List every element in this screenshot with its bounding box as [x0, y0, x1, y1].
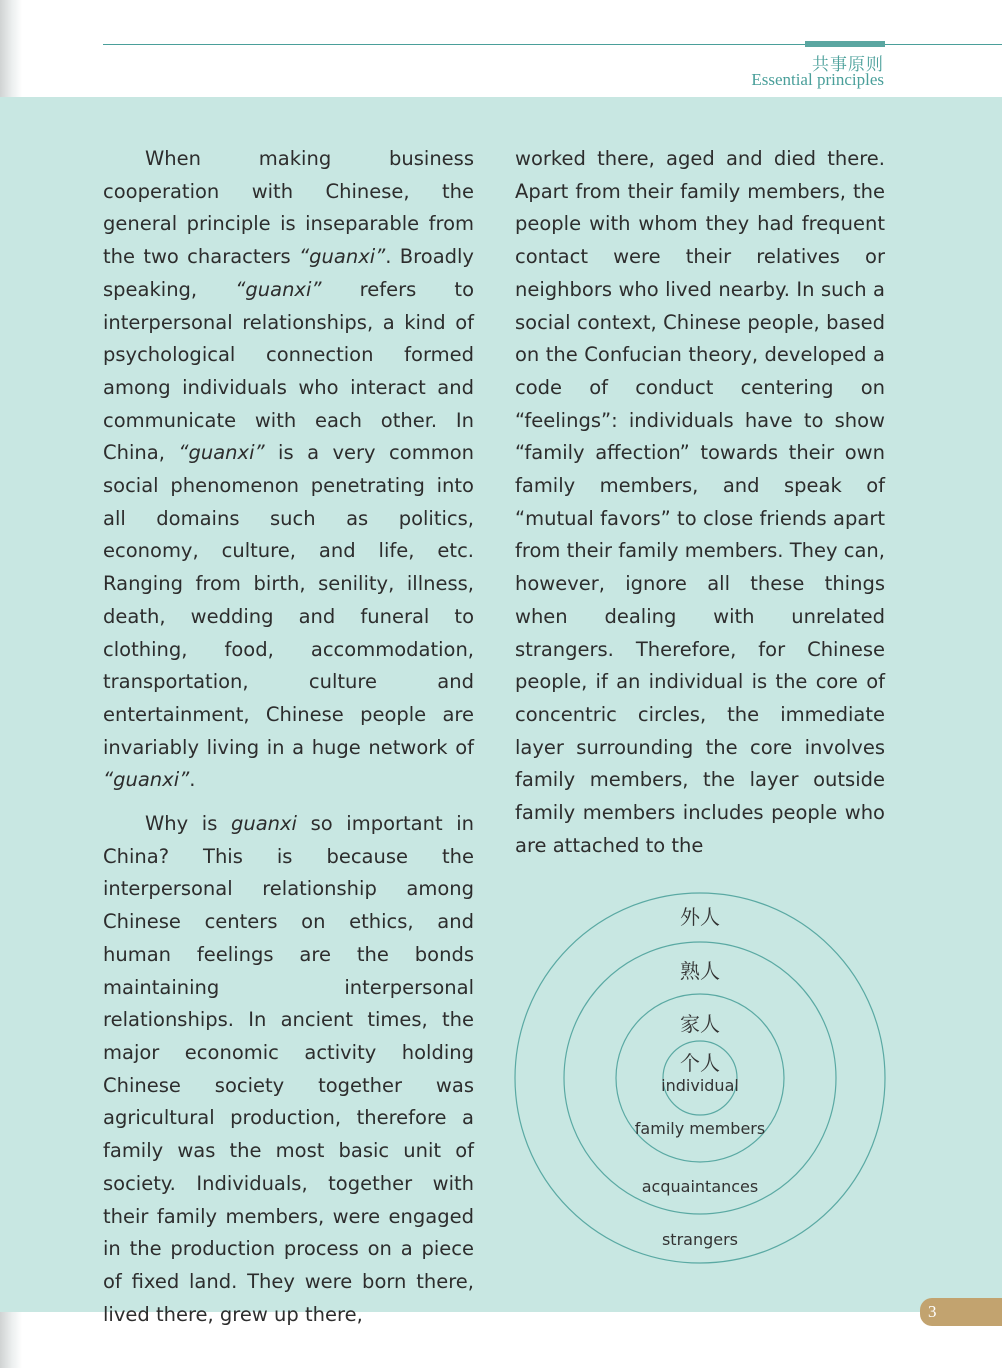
header-tab-marker	[805, 41, 885, 47]
guanxi-term: “guanxi”	[235, 277, 322, 301]
label-individual-cn: 个人	[680, 1051, 720, 1075]
paragraph-continued: worked there, aged and died there. Apart from their family members, the people with whom they had frequent contact were their relatives or neighbors who lived nearby. In such a social context, Chinese people, based on the Confucian theory, developed a code of conduct centering on “feelings”: individuals have to show “family affection” towards their own family members, and speak of “mutual favors” to close friends apart from their family members. They can, however, ignore all these things when dealing with unrelated strangers. Therefore, for Chinese people, if an individual is the core of concentric circles, the immediate layer surrounding the core involves family members, the layer outside family members includes people who are attached to the	[515, 147, 885, 857]
left-column	[103, 143, 474, 1331]
guanxi-term: “guanxi”	[178, 441, 265, 465]
page-number: 3	[928, 1302, 937, 1321]
guanxi-term: “guanxi”	[103, 768, 190, 792]
paragraph-guanxi-definition: When making business cooperation with Chinese, the general principle is inseparable from the two characters “guanxi”. Broadly speaking, “guanxi” refers to interpersonal relationships, a kind of psychological connection formed among individuals who interact and communicate with each other. In China, “guanxi” is a very common social phenomenon penetrating into all domains such as politics, economy, culture, and life, etc. Ranging from birth, senility, illness, death, wedding and funeral to clothing, food, accommodation, transportation, culture and entertainment, Chinese people are invariably living in a huge network of “guanxi”.	[103, 147, 474, 792]
right-column	[515, 143, 885, 862]
section-title-chinese: 共事原则	[812, 55, 884, 75]
label-family-en: family members	[634, 1119, 766, 1138]
guanxi-term: “guanxi”	[299, 245, 386, 269]
label-individual-en: individual	[661, 1076, 739, 1095]
section-title-english: Essential principles	[751, 70, 884, 89]
label-acquaintances-cn: 熟人	[680, 959, 720, 983]
paragraph-why-guanxi: Why is guanxi so important in China? This is because the interpersonal relationship among Chinese centers on ethics, and human feelings are the bonds maintaining interpersonal relationships. In ancient times, the major economic activity holding Chinese society together was agricultural production, therefore a family was the most basic unit of society. Individuals, together with their family members, were engaged in the production process on a piece of fixed land. They were born there, lived there, grew up there,	[103, 812, 474, 1326]
label-acquaintances-en: acquaintances	[641, 1177, 759, 1196]
label-strangers-cn: 外人	[680, 905, 720, 929]
guanxi-term: guanxi	[230, 812, 297, 836]
concentric-circles-diagram	[512, 890, 888, 1266]
label-family-cn: 家人	[680, 1012, 720, 1036]
label-strangers-en: strangers	[661, 1230, 739, 1249]
